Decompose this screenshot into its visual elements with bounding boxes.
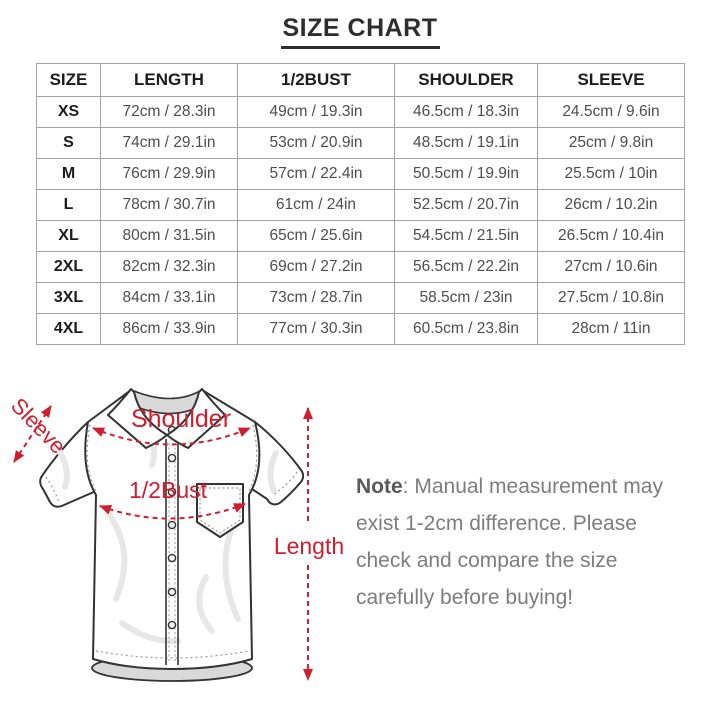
sleeve-cell: 25.5cm / 10in: [538, 159, 685, 190]
table-row: [37, 159, 685, 190]
table-row: [37, 252, 685, 283]
shoulder-cell: 46.5cm / 18.3in: [395, 97, 538, 128]
sleeve-cell: 27cm / 10.6in: [538, 252, 685, 283]
length-cell: 82cm / 32.3in: [101, 252, 238, 283]
length-cell: 74cm / 29.1in: [101, 128, 238, 159]
length-cell: 76cm / 29.9in: [101, 159, 238, 190]
shoulder-cell: 54.5cm / 21.5in: [395, 221, 538, 252]
length-cell: 86cm / 33.9in: [101, 314, 238, 345]
bust-label: 1/2Bust: [129, 477, 207, 503]
bust-cell: 49cm / 19.3in: [238, 97, 395, 128]
column-header-bust: 1/2BUST: [238, 64, 395, 97]
shoulder-cell: 50.5cm / 19.9in: [395, 159, 538, 190]
size-table: [36, 63, 685, 345]
sleeve-cell: 25cm / 9.8in: [538, 128, 685, 159]
table-row: [37, 97, 685, 128]
page-title: SIZE CHART: [281, 14, 440, 49]
table-header-row: [37, 64, 685, 97]
column-header-shoulder: SHOULDER: [395, 64, 538, 97]
size-cell: XS: [37, 97, 101, 128]
bust-cell: 77cm / 30.3in: [238, 314, 395, 345]
column-header-sleeve: SLEEVE: [538, 64, 685, 97]
length-cell: 78cm / 30.7in: [101, 190, 238, 221]
note-label: Note: [356, 475, 403, 498]
shirt-measurement-diagram: [0, 375, 350, 720]
header: [0, 14, 720, 49]
bust-cell: 69cm / 27.2in: [238, 252, 395, 283]
size-cell: M: [37, 159, 101, 190]
length-cell: 72cm / 28.3in: [101, 97, 238, 128]
sleeve-label: Sleeve: [6, 392, 71, 459]
shoulder-cell: 58.5cm / 23in: [395, 283, 538, 314]
bust-cell: 53cm / 20.9in: [238, 128, 395, 159]
sleeve-cell: 26.5cm / 10.4in: [538, 221, 685, 252]
length-label: Length: [273, 533, 345, 559]
shoulder-cell: 52.5cm / 20.7in: [395, 190, 538, 221]
table-row: [37, 314, 685, 345]
table-row: [37, 283, 685, 314]
column-header-length: LENGTH: [101, 64, 238, 97]
column-header-size: SIZE: [37, 64, 101, 97]
size-cell: L: [37, 190, 101, 221]
bust-cell: 61cm / 24in: [238, 190, 395, 221]
size-cell: 4XL: [37, 314, 101, 345]
shoulder-cell: 60.5cm / 23.8in: [395, 314, 538, 345]
sleeve-cell: 28cm / 11in: [538, 314, 685, 345]
size-cell: XL: [37, 221, 101, 252]
shoulder-cell: 48.5cm / 19.1in: [395, 128, 538, 159]
length-cell: 80cm / 31.5in: [101, 221, 238, 252]
size-cell: 3XL: [37, 283, 101, 314]
note-body: : Manual measurement may exist 1-2cm difference. Please check and compare the size carefully before buying!: [356, 475, 663, 609]
table-row: [37, 221, 685, 252]
shoulder-cell: 56.5cm / 22.2in: [395, 252, 538, 283]
sleeve-cell: 27.5cm / 10.8in: [538, 283, 685, 314]
size-cell: 2XL: [37, 252, 101, 283]
sleeve-cell: 26cm / 10.2in: [538, 190, 685, 221]
note-text: [356, 468, 674, 616]
shoulder-label: Shoulder: [130, 405, 232, 433]
bust-cell: 73cm / 28.7in: [238, 283, 395, 314]
length-cell: 84cm / 33.1in: [101, 283, 238, 314]
table-row: [37, 128, 685, 159]
sleeve-cell: 24.5cm / 9.6in: [538, 97, 685, 128]
size-cell: S: [37, 128, 101, 159]
table-row: [37, 190, 685, 221]
bust-cell: 57cm / 22.4in: [238, 159, 395, 190]
bust-cell: 65cm / 25.6in: [238, 221, 395, 252]
